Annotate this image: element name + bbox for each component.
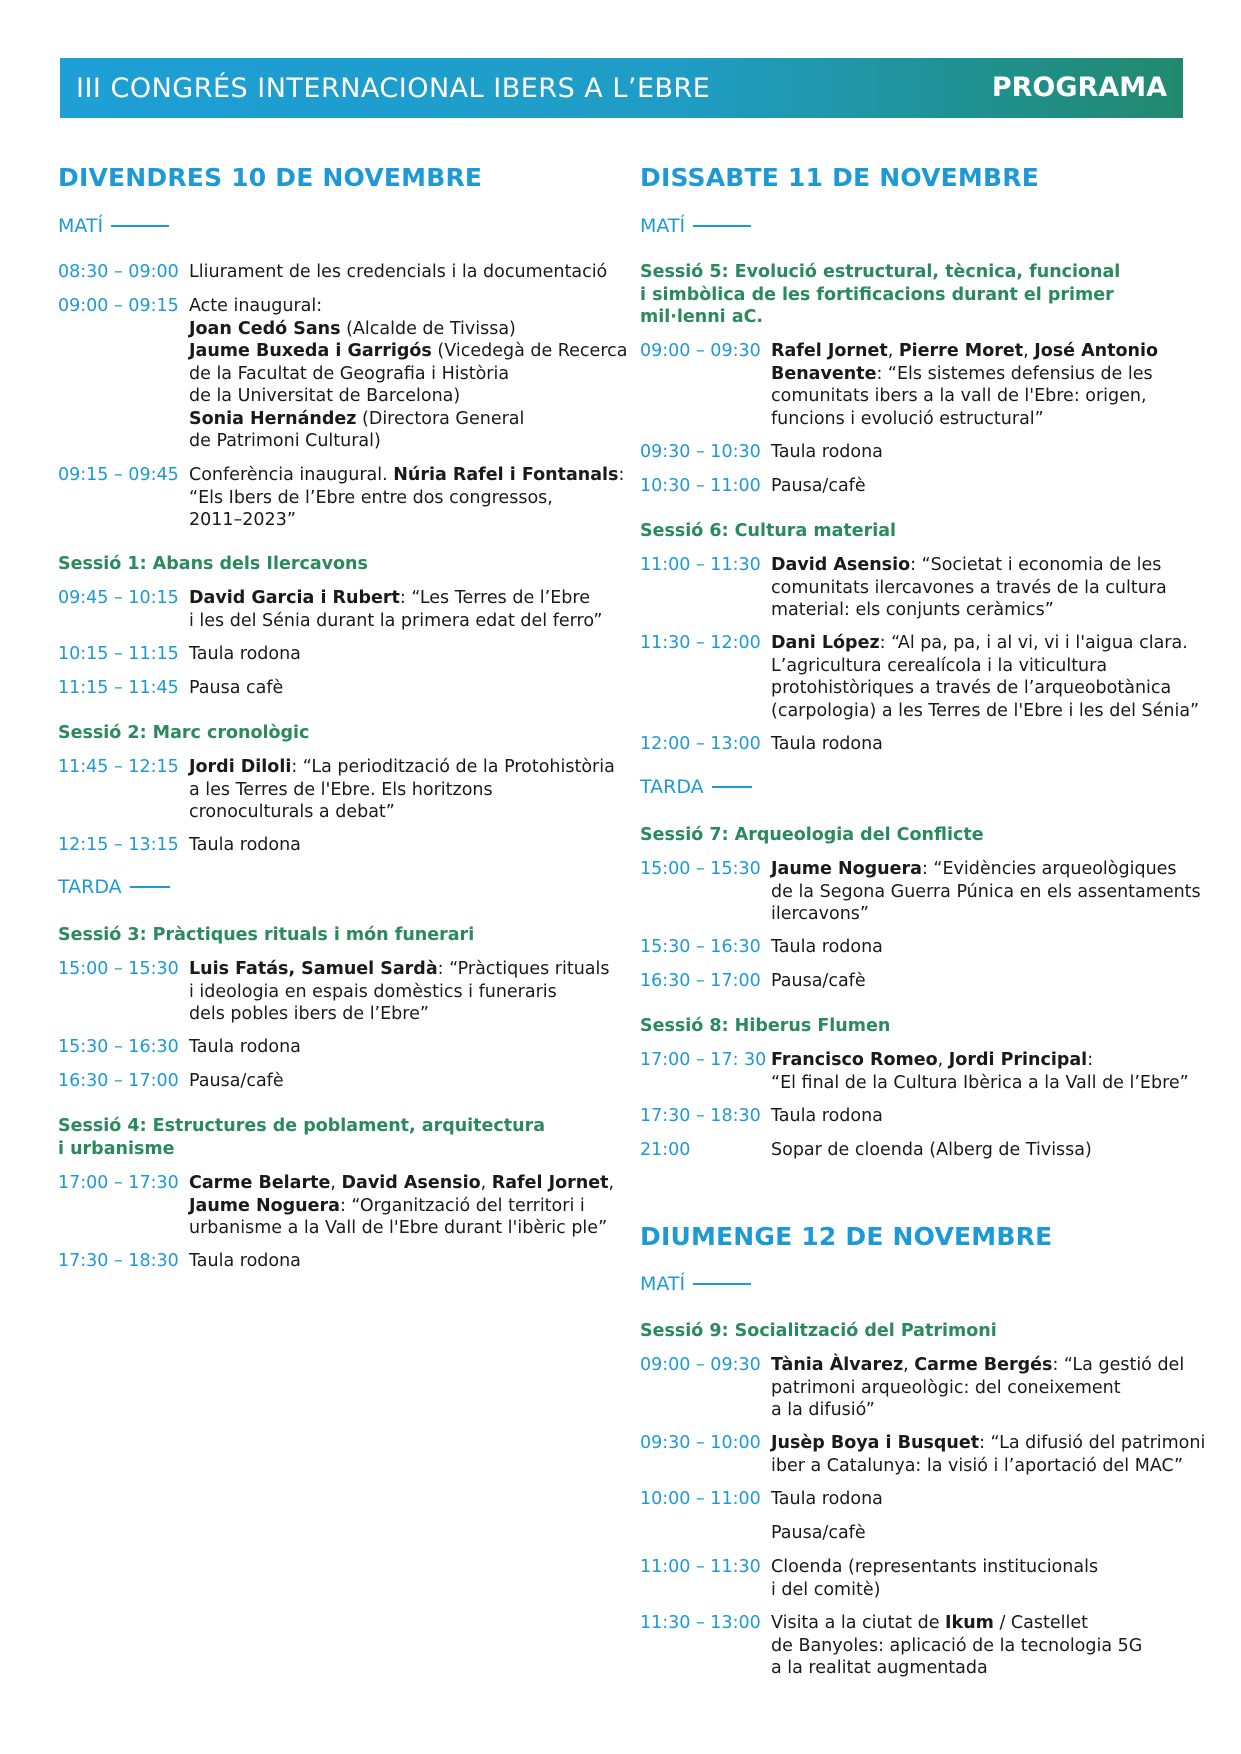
period-rule	[712, 786, 752, 788]
slot-description: Pausa/cafè	[771, 971, 866, 991]
period-label: TARDA	[640, 776, 704, 798]
session-line: i urbanisme	[58, 1138, 175, 1159]
slot-description: Sopar de cloenda (Alberg de Tivissa)	[771, 1140, 1092, 1160]
time-slot: 16:30 – 17:00	[640, 971, 761, 991]
desc-line: cronoculturals a debat”	[189, 802, 395, 822]
desc-line: Joan Cedó Sans (Alcalde de Tivissa)	[189, 318, 516, 339]
desc-line: urbanisme a la Vall de l'Ebre durant l'ibèric ple”	[189, 1218, 608, 1238]
period-rule	[693, 225, 751, 227]
slot-description	[771, 554, 1167, 622]
session-heading-3: Sessió 3: Pràctiques rituals i món funerari	[58, 925, 475, 945]
time-slot: 09:00 – 09:30	[640, 341, 761, 361]
time-slot: 17:30 – 18:30	[58, 1251, 179, 1271]
desc-line: Sonia Hernández (Directora General	[189, 408, 525, 429]
desc-line: David Asensio: “Societat i economia de les	[771, 555, 1162, 575]
desc-line: Luis Fatás, Samuel Sardà: “Pràctiques rituals	[189, 959, 610, 979]
desc-line: material: els conjunts ceràmics”	[771, 600, 1054, 620]
period-label: TARDA	[58, 876, 122, 898]
desc-line: Francisco Romeo, Jordi Principal:	[771, 1050, 1094, 1070]
time-slot: 17:00 – 17: 30	[640, 1050, 767, 1070]
desc-line: Benavente: “Els sistemes defensius de les	[771, 363, 1153, 384]
time-slot: 11:00 – 11:30	[640, 555, 761, 575]
desc-line: a les Terres de l'Ebre. Els horitzons	[189, 779, 493, 800]
time-slot: 16:30 – 17:00	[58, 1071, 179, 1091]
slot-description: Pausa/cafè	[189, 1071, 284, 1091]
desc-line: de la Facultat de Geografia i Història	[189, 363, 510, 384]
time-slot: 15:00 – 15:30	[640, 859, 761, 879]
slot-description	[771, 1556, 1098, 1601]
slot-description: Pausa/cafè	[771, 476, 866, 496]
period-label: MATÍ	[640, 215, 686, 237]
time-slot: 10:15 – 11:15	[58, 644, 179, 664]
slot-description	[771, 1432, 1205, 1477]
desc-line: Cloenda (representants institucionals	[771, 1557, 1099, 1577]
slot-description	[189, 464, 624, 532]
desc-line: patrimoni arqueològic: del coneixement	[771, 1377, 1121, 1398]
desc-line: Acte inaugural:	[189, 296, 323, 316]
period-label: MATÍ	[58, 215, 104, 237]
time-slot: 15:30 – 16:30	[58, 1037, 179, 1057]
day-heading-friday: DIVENDRES 10 DE NOVEMBRE	[58, 163, 483, 192]
desc-line: ilercavons”	[771, 904, 869, 924]
slot-description: Taula rodona	[189, 1037, 301, 1057]
time-slot: 12:00 – 13:00	[640, 734, 761, 754]
time-slot: 09:00 – 09:30	[640, 1355, 761, 1375]
desc-line: Carme Belarte, David Asensio, Rafel Jornet,	[189, 1173, 615, 1193]
period-tarda	[58, 876, 170, 898]
desc-line: “Els Ibers de l’Ebre entre dos congressos,	[189, 487, 553, 508]
time-slot: 09:00 – 09:15	[58, 296, 179, 316]
time-slot: 21:00	[640, 1140, 691, 1160]
session-heading-6: Sessió 6: Cultura material	[640, 521, 897, 541]
period-rule	[111, 225, 169, 227]
period-mati	[640, 1273, 751, 1295]
desc-line: de Patrimoni Cultural)	[189, 431, 381, 451]
slot-description	[771, 858, 1201, 926]
desc-line: (carpologia) a les Terres de l'Ebre i les del Sénia”	[771, 700, 1200, 721]
desc-line: David Garcia i Rubert: “Les Terres de l’Ebre	[189, 588, 590, 608]
desc-line: Jordi Diloli: “La periodització de la Protohistòria	[189, 757, 615, 777]
desc-line: a la realitat augmentada	[771, 1658, 988, 1678]
desc-line: de la Segona Guerra Púnica en els assentaments	[771, 881, 1201, 902]
slot-description	[771, 1354, 1184, 1422]
desc-line: Conferència inaugural. Núria Rafel i Fontanals:	[189, 465, 625, 485]
desc-line: dels pobles ibers de l’Ebre”	[189, 1004, 429, 1024]
slot-description	[189, 295, 627, 453]
session-heading-5	[640, 261, 1120, 329]
slot-description	[189, 261, 607, 284]
session-line: mil·lenni aC.	[640, 307, 764, 327]
desc-line: i les del Sénia durant la primera edat del ferro”	[189, 610, 603, 631]
period-label: MATÍ	[640, 1273, 686, 1295]
desc-line: L’agricultura cerealícola i la viticultura	[771, 655, 1108, 676]
congress-title: III CONGRÉS INTERNACIONAL IBERS A L’EBRE	[76, 73, 711, 104]
time-slot: 11:15 – 11:45	[58, 678, 179, 698]
day-heading-sunday: DIUMENGE 12 DE NOVEMBRE	[640, 1222, 1053, 1251]
time-slot: 11:30 – 12:00	[640, 633, 761, 653]
period-rule	[693, 1283, 751, 1285]
slot-description: Taula rodona	[771, 937, 883, 957]
session-heading-2: Sessió 2: Marc cronològic	[58, 723, 310, 743]
day-heading-saturday: DISSABTE 11 DE NOVEMBRE	[640, 163, 1039, 192]
time-slot: 09:45 – 10:15	[58, 588, 179, 608]
header-bar	[60, 58, 1183, 118]
desc-line: comunitats ibers a la vall de l'Ebre: origen,	[771, 386, 1147, 406]
slot-description: Pausa/cafè	[771, 1523, 866, 1543]
desc-line: Jusèp Boya i Busquet: “La difusió del patrimoni	[771, 1433, 1206, 1453]
slot-description: Taula rodona	[771, 1489, 883, 1509]
session-heading-1: Sessió 1: Abans dels Ilercavons	[58, 554, 368, 574]
desc-line: Lliurament de les credencials i la documentació	[189, 262, 608, 282]
time-slot: 11:45 – 12:15	[58, 757, 179, 777]
slot-description: Taula rodona	[189, 1251, 301, 1271]
session-line: i simbòlica de les fortificacions durant el primer	[640, 284, 1114, 305]
desc-line: iber a Catalunya: la visió i l’aportació del MAC”	[771, 1455, 1184, 1476]
desc-line: Dani López: “Al pa, pa, i al vi, vi i l'aigua clara.	[771, 633, 1188, 653]
period-mati	[640, 215, 751, 237]
slot-description: Pausa cafè	[189, 678, 284, 698]
slot-description: Taula rodona	[189, 644, 301, 664]
time-slot: 15:00 – 15:30	[58, 959, 179, 979]
session-line: Sessió 5: Evolució estructural, tècnica, funcional	[640, 262, 1121, 282]
desc-line: de Banyoles: aplicació de la tecnologia 5G	[771, 1635, 1143, 1656]
time-slot: 11:00 – 11:30	[640, 1557, 761, 1577]
session-heading-8: Sessió 8: Hiberus Flumen	[640, 1016, 891, 1036]
session-heading-7: Sessió 7: Arqueologia del Conflicte	[640, 825, 984, 845]
slot-description	[771, 340, 1158, 430]
slot-description: Taula rodona	[189, 835, 301, 855]
desc-line: “El final de la Cultura Ibèrica a la Vall de l’Ebre”	[771, 1072, 1189, 1093]
slot-description	[771, 1612, 1142, 1680]
time-slot: 09:30 – 10:30	[640, 442, 761, 462]
slot-description: Taula rodona	[771, 442, 883, 462]
desc-line: Jaume Noguera: “Organització del territori i	[189, 1195, 585, 1216]
time-slot: 17:30 – 18:30	[640, 1106, 761, 1126]
desc-line: Jaume Buxeda i Garrigós (Vicedegà de Recerca	[189, 341, 628, 361]
desc-line: Tània Àlvarez, Carme Bergés: “La gestió del	[771, 1355, 1185, 1375]
slot-description: Taula rodona	[771, 1106, 883, 1126]
desc-line: de la Universitat de Barcelona)	[189, 386, 461, 406]
programa-label: PROGRAMA	[991, 72, 1167, 103]
slot-description	[771, 632, 1199, 722]
desc-line: 2011–2023”	[189, 510, 296, 530]
time-slot: 08:30 – 09:00	[58, 262, 179, 282]
desc-line: a la difusió”	[771, 1400, 875, 1420]
slot-description	[189, 958, 610, 1026]
time-slot: 12:15 – 13:15	[58, 835, 179, 855]
period-rule	[130, 886, 170, 888]
slot-description	[189, 587, 603, 632]
desc-line: Jaume Noguera: “Evidències arqueològiques	[771, 859, 1177, 879]
session-line: Sessió 4: Estructures de poblament, arquitectura	[58, 1116, 546, 1136]
slot-description	[189, 756, 615, 824]
time-slot: 09:30 – 10:00	[640, 1433, 761, 1453]
time-slot: 17:00 – 17:30	[58, 1173, 179, 1193]
time-slot: 11:30 – 13:00	[640, 1613, 761, 1633]
slot-description	[189, 1172, 614, 1240]
time-slot: 10:00 – 11:00	[640, 1489, 761, 1509]
session-heading-4	[58, 1115, 545, 1160]
desc-line: comunitats ilercavones a través de la cultura	[771, 577, 1167, 598]
slot-description: Taula rodona	[771, 734, 883, 754]
time-slot: 09:15 – 09:45	[58, 465, 179, 485]
time-slot: 15:30 – 16:30	[640, 937, 761, 957]
slot-description	[771, 1049, 1189, 1094]
desc-line: funcions i evolució estructural”	[771, 408, 1044, 429]
desc-line: Visita a la ciutat de Ikum / Castellet	[771, 1613, 1088, 1633]
period-tarda	[640, 776, 752, 798]
desc-line: i del comitè)	[771, 1579, 881, 1600]
desc-line: protohistòriques a través de l’arqueobotànica	[771, 678, 1172, 698]
time-slot: 10:30 – 11:00	[640, 476, 761, 496]
desc-line: Rafel Jornet, Pierre Moret, José Antonio	[771, 341, 1159, 361]
period-mati	[58, 215, 169, 237]
desc-line: i ideologia en espais domèstics i funeraris	[189, 981, 557, 1002]
session-heading-9: Sessió 9: Socialització del Patrimoni	[640, 1321, 997, 1341]
